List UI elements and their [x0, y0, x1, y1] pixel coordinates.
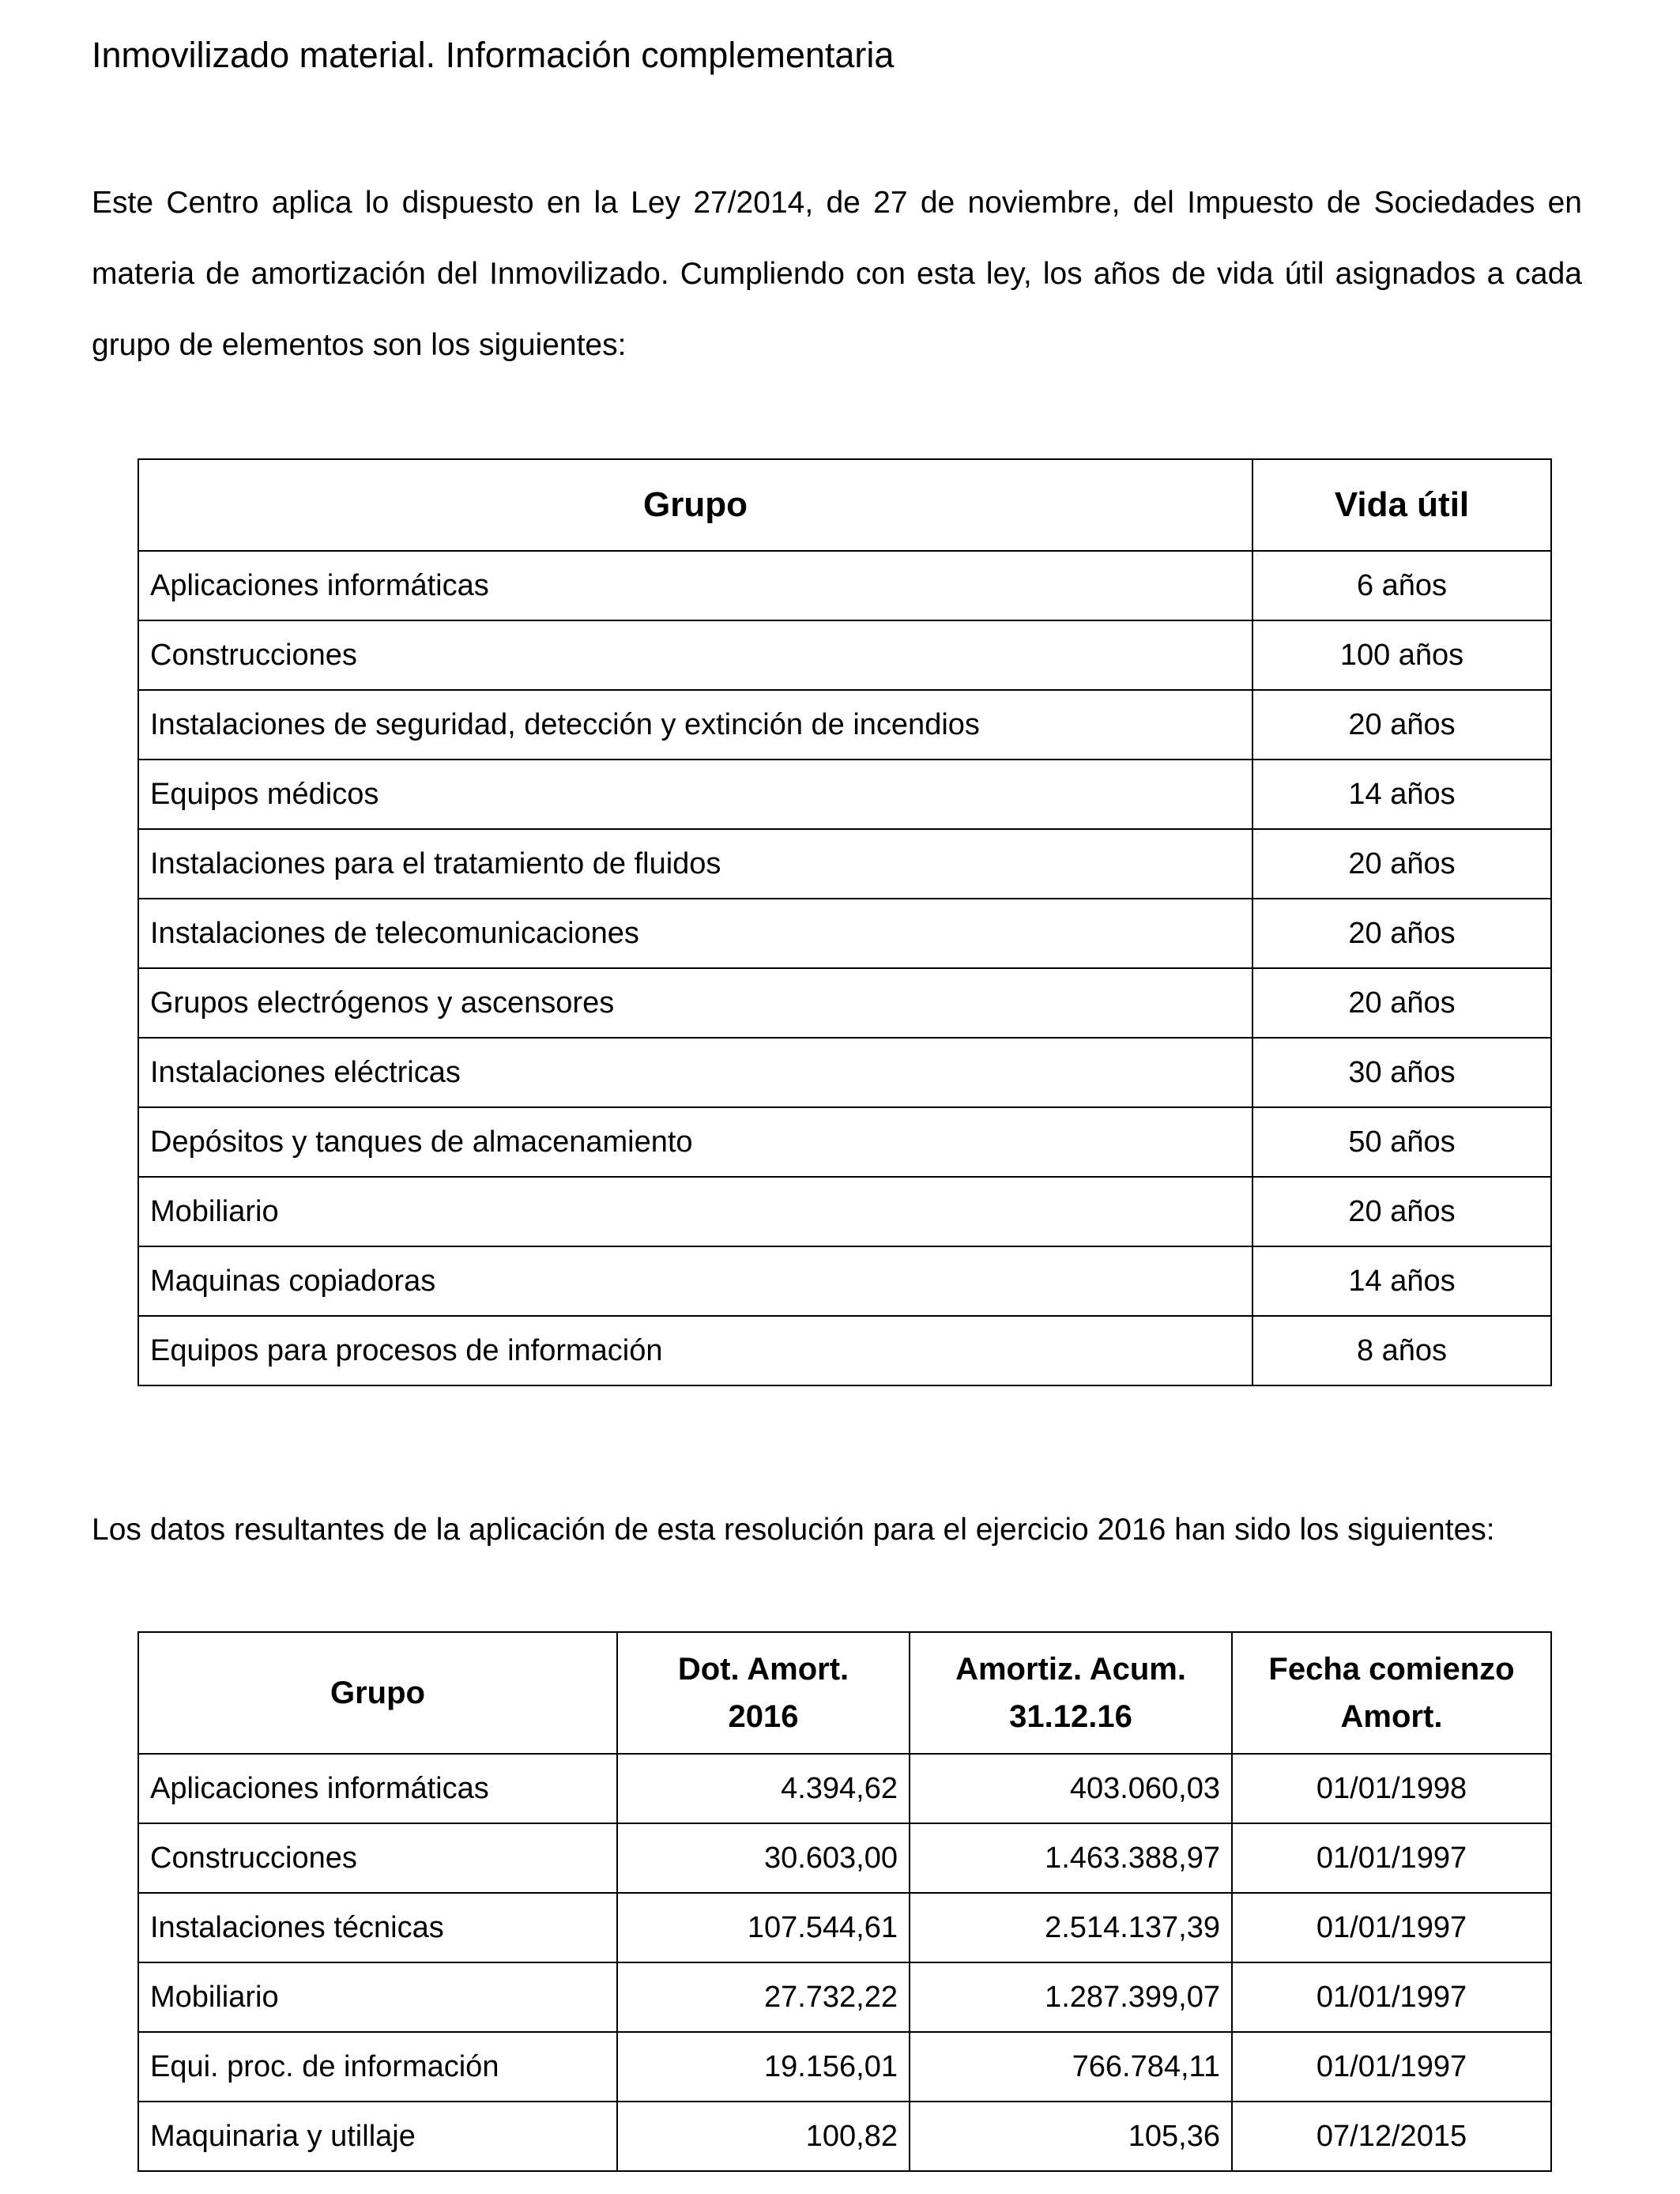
cell-grupo: Equipos para procesos de información [138, 1316, 1252, 1385]
column-header-grupo: Grupo [138, 459, 1252, 551]
cell-grupo: Aplicaciones informáticas [138, 551, 1252, 620]
table-header-row [138, 459, 1551, 551]
header-line: 2016 [728, 1699, 799, 1734]
cell-vida-util: 14 años [1252, 760, 1551, 829]
cell-fecha-comienzo: 01/01/1997 [1232, 2032, 1551, 2102]
cell-grupo: Instalaciones eléctricas [138, 1038, 1252, 1107]
table-row [138, 551, 1551, 620]
cell-amortiz-acum: 1.287.399,07 [910, 1962, 1232, 2032]
cell-amortiz-acum: 766.784,11 [910, 2032, 1232, 2102]
cell-grupo: Equipos médicos [138, 760, 1252, 829]
cell-dot-amort: 30.603,00 [617, 1823, 910, 1893]
header-line: Amort. [1340, 1699, 1443, 1734]
cell-grupo: Instalaciones de telecomunicaciones [138, 899, 1252, 968]
cell-grupo: Grupos electrógenos y ascensores [138, 968, 1252, 1038]
cell-grupo: Instalaciones de seguridad, detección y extinción de incendios [138, 690, 1252, 760]
cell-vida-util: 14 años [1252, 1246, 1551, 1316]
column-header-vida-util: Vida útil [1252, 459, 1551, 551]
header-line: Grupo [330, 1676, 425, 1710]
cell-grupo: Mobiliario [138, 1177, 1252, 1246]
column-header-fecha-comienzo [1232, 1632, 1551, 1754]
table-row [138, 620, 1551, 690]
cell-vida-util: 30 años [1252, 1038, 1551, 1107]
header-line: Fecha comienzo [1268, 1652, 1515, 1687]
cell-dot-amort: 4.394,62 [617, 1754, 910, 1823]
header-line: 31.12.16 [1009, 1699, 1132, 1734]
cell-grupo: Construcciones [138, 620, 1252, 690]
table-row [138, 1316, 1551, 1385]
cell-vida-util: 20 años [1252, 968, 1551, 1038]
page-title: Inmovilizado material. Información complementaria [92, 35, 895, 75]
cell-amortiz-acum: 2.514.137,39 [910, 1893, 1232, 1962]
table-row [138, 760, 1551, 829]
cell-vida-util: 100 años [1252, 620, 1551, 690]
table-row [138, 1962, 1551, 2032]
cell-dot-amort: 107.544,61 [617, 1893, 910, 1962]
cell-fecha-comienzo: 01/01/1997 [1232, 1893, 1551, 1962]
cell-vida-util: 50 años [1252, 1107, 1551, 1177]
cell-grupo: Mobiliario [138, 1962, 617, 2032]
useful-life-table-body [138, 551, 1551, 1385]
useful-life-table [137, 458, 1552, 1386]
cell-fecha-comienzo: 01/01/1997 [1232, 1823, 1551, 1893]
cell-amortiz-acum: 105,36 [910, 2102, 1232, 2171]
table-row [138, 1893, 1551, 1962]
table-row [138, 1107, 1551, 1177]
table-row [138, 1246, 1551, 1316]
table-row [138, 899, 1551, 968]
cell-dot-amort: 100,82 [617, 2102, 910, 2171]
amortization-table [137, 1631, 1552, 2172]
header-line: Dot. Amort. [677, 1652, 849, 1687]
header-line: Amortiz. Acum. [955, 1652, 1186, 1687]
cell-vida-util: 20 años [1252, 829, 1551, 899]
table-row [138, 1754, 1551, 1823]
cell-vida-util: 20 años [1252, 899, 1551, 968]
cell-fecha-comienzo: 01/01/1998 [1232, 1754, 1551, 1823]
cell-vida-util: 20 años [1252, 690, 1551, 760]
cell-amortiz-acum: 1.463.388,97 [910, 1823, 1232, 1893]
cell-grupo: Aplicaciones informáticas [138, 1754, 617, 1823]
cell-amortiz-acum: 403.060,03 [910, 1754, 1232, 1823]
cell-fecha-comienzo: 07/12/2015 [1232, 2102, 1551, 2171]
cell-grupo: Construcciones [138, 1823, 617, 1893]
table-row [138, 1823, 1551, 1893]
cell-grupo: Depósitos y tanques de almacenamiento [138, 1107, 1252, 1177]
table-row [138, 1177, 1551, 1246]
table-header-row [138, 1632, 1551, 1754]
table-row [138, 2102, 1551, 2171]
cell-vida-util: 20 años [1252, 1177, 1551, 1246]
table-row [138, 2032, 1551, 2102]
table-row [138, 968, 1551, 1038]
cell-grupo: Instalaciones técnicas [138, 1893, 617, 1962]
table-row [138, 1038, 1551, 1107]
amortization-table-body [138, 1754, 1551, 2171]
cell-dot-amort: 27.732,22 [617, 1962, 910, 2032]
column-header-grupo [138, 1632, 617, 1754]
cell-dot-amort: 19.156,01 [617, 2032, 910, 2102]
cell-grupo: Equi. proc. de información [138, 2032, 617, 2102]
column-header-amortiz-acum [910, 1632, 1232, 1754]
results-paragraph: Los datos resultantes de la aplicación de esta resolución para el ejercicio 2016 han sido los siguientes: [92, 1513, 1495, 1547]
cell-vida-util: 6 años [1252, 551, 1551, 620]
cell-grupo: Instalaciones para el tratamiento de fluidos [138, 829, 1252, 899]
cell-fecha-comienzo: 01/01/1997 [1232, 1962, 1551, 2032]
table-row [138, 690, 1551, 760]
table-row [138, 829, 1551, 899]
column-header-dot-amort [617, 1632, 910, 1754]
cell-grupo: Maquinaria y utillaje [138, 2102, 617, 2171]
cell-vida-util: 8 años [1252, 1316, 1551, 1385]
intro-paragraph: Este Centro aplica lo dispuesto en la Ley 27/2014, de 27 de noviembre, del Impuesto de Sociedades en materia de amortización del Inmovilizado. Cumpliendo con esta ley, los años de vida útil asignados a cada grupo de elementos son los siguientes: [92, 186, 1582, 362]
cell-grupo: Maquinas copiadoras [138, 1246, 1252, 1316]
